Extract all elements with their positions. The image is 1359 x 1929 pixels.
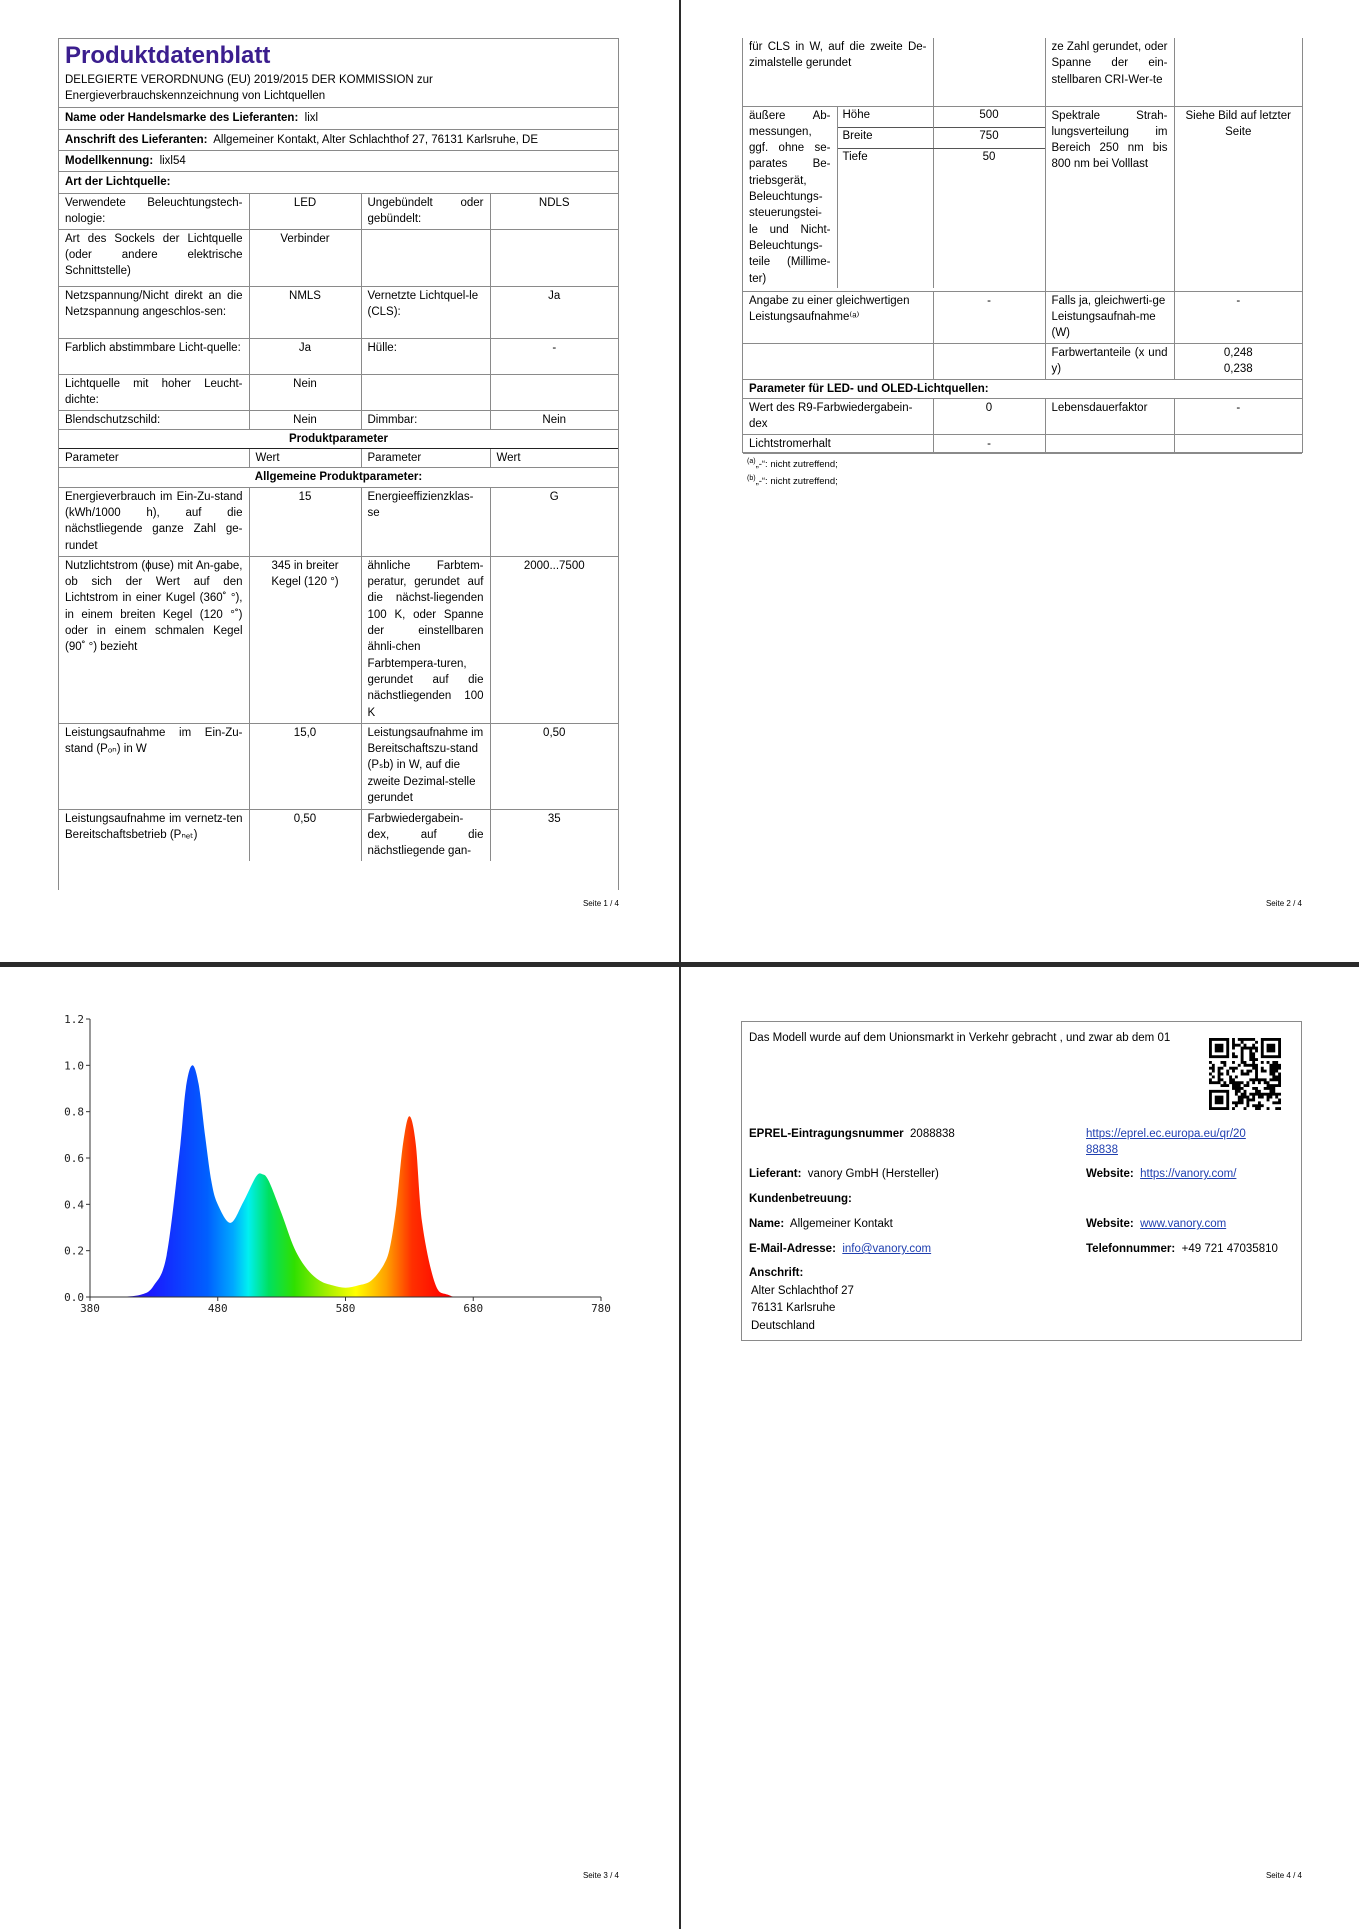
cell-value: -: [933, 434, 1045, 453]
email-link[interactable]: info@vanory.com: [842, 1243, 932, 1255]
dimension-value: 500: [933, 107, 1045, 128]
chromaticity-values: [1174, 343, 1302, 379]
email-label: E-Mail-Adresse:: [749, 1243, 836, 1255]
spectrum-area: [90, 1065, 601, 1297]
page-number: Seite 3 / 4: [582, 1871, 619, 1880]
dimension-value: 750: [933, 127, 1045, 148]
table-row: [59, 487, 618, 556]
x-tick-label: 780: [591, 1302, 611, 1315]
cell-label: Farbwiedergabein-dex, auf die nächstliegende gan-: [361, 809, 490, 861]
cell-value: NMLS: [249, 286, 361, 338]
page-1: [0, 0, 679, 962]
cell-label: Vernetzte Lichtquel-le (CLS):: [361, 286, 490, 338]
cell-value: [933, 343, 1045, 379]
table-row: [59, 410, 618, 429]
contact-name-row: [749, 1216, 893, 1232]
model-row: [59, 150, 618, 171]
table-row: [743, 434, 1302, 453]
supplier-row: [59, 107, 618, 128]
table-row: [743, 106, 1302, 291]
cell-value: Ja: [490, 286, 618, 338]
y-tick-label: 0.4: [64, 1198, 84, 1212]
page-number: Seite 1 / 4: [582, 899, 619, 908]
cell-label: Farblich abstimmbare Licht-quelle:: [59, 338, 249, 374]
cell-value: Verbinder: [249, 229, 361, 286]
table-row: [59, 468, 618, 487]
footnote-text: „-“: nicht zutreffend;: [755, 459, 838, 471]
chromaticity-x: 0,248: [1223, 346, 1253, 359]
y-tick-label: 0.6: [64, 1152, 84, 1165]
cell-value: 15: [249, 487, 361, 556]
cell-label: Netzspannung/Nicht direkt an die Netzspannung angeschlos-sen:: [59, 286, 249, 338]
light-source-table: [59, 193, 618, 862]
column-header-value: Wert: [490, 449, 618, 468]
address-label: Anschrift des Lieferanten:: [65, 133, 208, 146]
table-row: [59, 723, 618, 809]
cell-value: -: [1174, 398, 1302, 434]
regulation-line-1: DELEGIERTE VERORDNUNG (EU) 2019/2015 DER KOMMISSION zur: [65, 74, 433, 86]
cell-label: [1045, 434, 1174, 453]
cell-label: [743, 343, 933, 379]
table-row: [59, 338, 618, 374]
cell-value: LED: [249, 193, 361, 229]
table-row: [743, 379, 1302, 398]
table-row: [743, 38, 1302, 106]
cell-value: [490, 374, 618, 410]
address-block: [751, 1283, 854, 1335]
column-header-value: Wert: [249, 449, 361, 468]
supplier-label: Name oder Handelsmarke des Lieferanten:: [65, 112, 299, 125]
cell-value: 345 in breiter Kegel (120 °): [249, 556, 361, 723]
eprel-link-line-2[interactable]: 88838: [1086, 1144, 1118, 1157]
table-row: [743, 291, 1302, 343]
light-source-type-heading: Art der Lichtquelle:: [59, 171, 618, 192]
dimensions-cell: [743, 106, 1045, 291]
cell-label: Falls ja, gleichwerti-ge Leistungsaufnah-me (W): [1045, 291, 1174, 343]
address-line-1: Alter Schlachthof 27: [751, 1285, 854, 1297]
y-tick-label: 0.2: [64, 1244, 84, 1258]
led-params-heading: Parameter für LED- und OLED-Lichtquellen:: [743, 379, 1302, 398]
email-row: [749, 1241, 931, 1257]
dimension-row: [743, 107, 1045, 128]
datasheet-title: Produktdatenblatt: [65, 42, 271, 69]
cell-value: Nein: [249, 410, 361, 429]
cell-label: für CLS in W, auf die zweite De-zimalstelle gerundet: [743, 38, 933, 106]
cell-value: G: [490, 487, 618, 556]
cell-label: Angabe zu einer gleichwertigen Leistungsaufnahme⁽ᵃ⁾: [743, 291, 933, 343]
cell-label: Lichtquelle mit hoher Leucht-dichte:: [59, 374, 249, 410]
cell-label: Wert des R9-Farbwiedergabein-dex: [743, 398, 933, 434]
dimension-name: Tiefe: [842, 150, 868, 163]
table-row: [743, 398, 1302, 434]
x-tick-label: 480: [207, 1302, 228, 1315]
cell-label: Energieverbrauch im Ein-Zu-stand (kWh/1000 h), auf die nächstliegende ganze Zahl ge-rundet: [59, 487, 249, 556]
cell-label: Farbwertanteile (x und y): [1045, 343, 1174, 379]
dimensions-table: [743, 107, 1045, 289]
eprel-row: [749, 1126, 955, 1142]
page-number: Seite 2 / 4: [1265, 899, 1302, 908]
cell-value: [1174, 434, 1302, 453]
cell-label: Art des Sockels der Lichtquelle (oder andere elektrische Schnittstelle): [59, 229, 249, 286]
phone-row: [1086, 1241, 1278, 1257]
x-tick-label: 380: [80, 1302, 100, 1315]
datasheet-frame: [58, 38, 619, 890]
footnote-mark: (a): [747, 458, 756, 465]
supplier-value: lixl: [304, 112, 319, 125]
qr-modules: [1209, 1038, 1281, 1110]
website-link[interactable]: https://vanory.com/: [1140, 1168, 1237, 1180]
table-row: [59, 809, 618, 861]
cell-label: [361, 374, 490, 410]
cell-label: Leistungsaufnahme im Bereitschaftszu-stand (Pₛb) in W, auf die zweite Dezimal-stelle gerundet: [361, 723, 490, 809]
cell-label: Leistungsaufnahme im Ein-Zu-stand (Pₒₙ) in W: [59, 723, 249, 809]
website-row: [1086, 1166, 1236, 1182]
cell-label: Nutzlichtstrom (ɸuse) mit An-gabe, ob sich der Wert auf den Lichtstrom in einer Kugel (360˚ °), in einem breiten Kegel (120 °˚) oder in einem schmalen Kegel (90˚ °) bezieht: [59, 556, 249, 723]
column-header-parameter: Parameter: [361, 449, 490, 468]
cell-value: -: [490, 338, 618, 374]
spectral-label: Spektrale Strah-lungsverteilung im Bereich 250 nm bis 800 nm bei Volllast: [1045, 106, 1174, 291]
cell-value: 2000...7500: [490, 556, 618, 723]
cell-label: Verwendete Beleuchtungstech-nologie:: [59, 193, 249, 229]
address-row: [59, 129, 618, 150]
address-line-3: Deutschland: [751, 1319, 815, 1332]
eprel-card: [741, 1021, 1302, 1341]
table-row: [59, 229, 618, 286]
contact-name-value: Allgemeiner Kontakt: [789, 1218, 893, 1230]
website2-row: [1086, 1216, 1226, 1232]
footnote-b: [747, 473, 838, 490]
page-4: [681, 967, 1359, 1929]
y-tick-label: 1.2: [64, 1013, 84, 1026]
cell-value: [490, 229, 618, 286]
table-row: [743, 343, 1302, 379]
cell-label: Hülle:: [361, 338, 490, 374]
cell-value: [933, 38, 1045, 106]
cell-label: Blendschutzschild:: [59, 410, 249, 429]
footnote-text: „-“: nicht zutreffend;: [755, 476, 838, 488]
cell-label: Ungebündelt oder gebündelt:: [361, 193, 490, 229]
manufacturer-value: vanory GmbH (Hersteller): [807, 1168, 939, 1180]
dimension-name: Höhe: [842, 108, 870, 121]
cell-value: 0,50: [490, 723, 618, 809]
website-label: Website:: [1086, 1168, 1134, 1180]
cell-label: Dimmbar:: [361, 410, 490, 429]
y-tick-label: 0.8: [64, 1105, 84, 1119]
cell-label: ähnliche Farbtem-peratur, gerundet auf die nächst-liegenden 100 K, oder Spanne der einstellbaren ähnli-chen Farbtempera-turen, gerundet auf die nächstliegenden 100 K: [361, 556, 490, 723]
cell-value: 0,50: [249, 809, 361, 861]
qr-code-icon[interactable]: [1209, 1038, 1281, 1110]
table-row: [59, 429, 618, 448]
x-tick-label: 680: [463, 1302, 484, 1315]
cell-value: -: [933, 291, 1045, 343]
contact-name-label: Name:: [749, 1218, 785, 1230]
page-2: [681, 0, 1359, 962]
address-label: Anschrift:: [749, 1267, 804, 1279]
y-tick-label: 0.0: [64, 1291, 84, 1304]
general-params-heading: Allgemeine Produktparameter:: [59, 468, 618, 487]
continued-params-table: [743, 38, 1302, 454]
cell-value: Nein: [249, 374, 361, 410]
website2-link[interactable]: www.vanory.com: [1140, 1218, 1227, 1230]
footnotes: [747, 456, 838, 491]
table-row: [59, 374, 618, 410]
address-value: Allgemeiner Kontakt, Alter Schlachthof 27, 76131 Karlsruhe, DE: [213, 133, 539, 146]
cell-label: Leistungsaufnahme im vernetz-ten Bereitschaftsbetrieb (Pₙₑₜ): [59, 809, 249, 861]
cell-value: Ja: [249, 338, 361, 374]
eprel-label: EPREL-Eintragungsnummer: [749, 1128, 904, 1140]
datasheet-frame: [742, 38, 1303, 453]
dimension-name: Breite: [837, 127, 933, 148]
phone-value: +49 721 47035810: [1181, 1243, 1278, 1255]
cell-label: ze Zahl gerundet, oder Spanne der ein-stellbaren CRI-Wer-te: [1045, 38, 1174, 106]
model-value: lixl54: [159, 154, 186, 167]
page-3: [0, 967, 679, 1929]
manufacturer-row: [749, 1166, 939, 1182]
chromaticity-y: 0,238: [1223, 362, 1253, 375]
cell-label: [361, 229, 490, 286]
manufacturer-label: Lieferant:: [749, 1168, 802, 1180]
cell-value: Nein: [490, 410, 618, 429]
cell-value: 15,0: [249, 723, 361, 809]
footnote-mark: (b): [747, 475, 756, 483]
phone-label: Telefonnummer:: [1086, 1243, 1176, 1255]
cell-value: 0: [933, 398, 1045, 434]
eprel-link-line-1[interactable]: https://eprel.ec.europa.eu/qr/20: [1086, 1128, 1246, 1140]
product-params-heading: Produktparameter: [59, 429, 618, 448]
cell-label: Energieeffizienzklas-se: [361, 487, 490, 556]
regulation-line-2: Energieverbrauchskennzeichnung von Lichtquellen: [65, 90, 326, 103]
footnote-a: [747, 456, 838, 473]
cell-label: Lichtstromerhalt: [743, 434, 933, 453]
cell-value: -: [1174, 291, 1302, 343]
x-tick-label: 580: [335, 1302, 356, 1315]
table-row: [59, 286, 618, 338]
cell-value: 35: [490, 809, 618, 861]
dimensions-label: äußere Ab-messungen, ggf. ohne se-parates Be-triebsgerät, Beleuchtungs-steuerungstei-le und Nicht-Beleuchtungs-teile (Millime-ter): [743, 107, 837, 289]
cell-value: NDLS: [490, 193, 618, 229]
eprel-value: 2088838: [910, 1128, 955, 1140]
spectral-distribution-chart: [0, 967, 679, 1327]
table-row: [59, 556, 618, 723]
cell-value: [1174, 38, 1302, 106]
cell-label: Lebensdauerfaktor: [1045, 398, 1174, 434]
market-text: Das Modell wurde auf dem Unionsmarkt in Verkehr gebracht , und zwar ab dem 01: [749, 1032, 1171, 1044]
model-label: Modellkennung:: [65, 154, 154, 167]
y-tick-label: 1.0: [64, 1059, 84, 1073]
dimension-value: 50: [933, 148, 1045, 288]
customer-service-heading: Kundenbetreuung:: [749, 1193, 852, 1205]
table-header-row: [59, 449, 618, 468]
column-header-parameter: Parameter: [59, 449, 249, 468]
regulation-text: [59, 71, 618, 107]
page-number: Seite 4 / 4: [1265, 1871, 1302, 1880]
spectral-value: Siehe Bild auf letzter Seite: [1174, 106, 1302, 291]
website2-label: Website:: [1086, 1218, 1134, 1230]
address-line-2: 76131 Karlsruhe: [751, 1302, 836, 1315]
eprel-link[interactable]: [1086, 1126, 1246, 1158]
table-row: [59, 193, 618, 229]
